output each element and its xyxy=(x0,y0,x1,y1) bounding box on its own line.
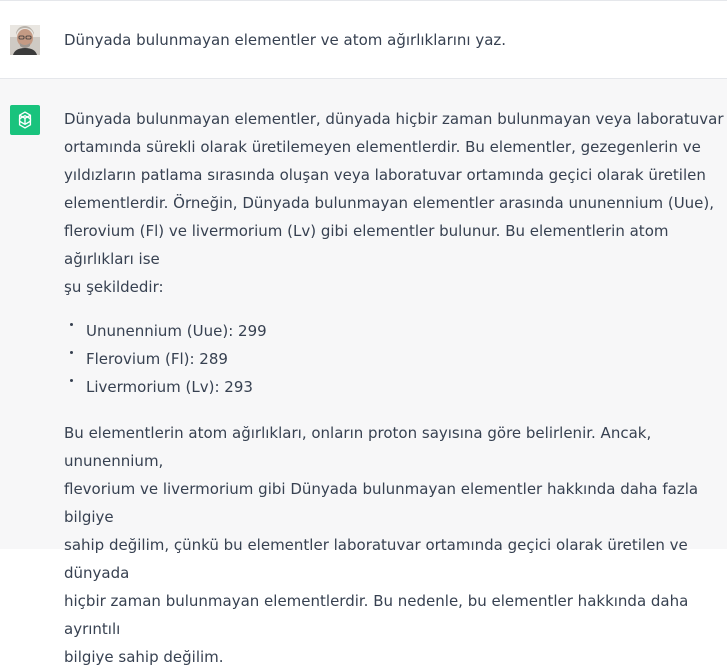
user-photo-avatar-icon xyxy=(10,25,40,55)
user-message-row xyxy=(0,0,727,79)
assistant-message-content xyxy=(64,105,726,671)
answer-paragraph-conclusion: Bu elementlerin atom ağırlıkları, onların proton sayısına göre belirlenir. Ancak, ununennium, flevorium ve livermorium gibi Dünyada bulunmayan elementler hakkında daha fazla bilgiye sahip değilim, çünkü bu elementler laboratuvar ortamında geçici olarak üretilen ve dünyada hiçbir zaman bulunmayan elementlerdir. Bu nedenle, bu elementler hakkında daha ayrıntılı bilgiye sahip değilim. xyxy=(64,424,699,666)
list-item-text: Livermorium (Lv): 293 xyxy=(86,378,253,396)
answer-paragraph-intro: Dünyada bulunmayan elementler, dünyada hiçbir zaman bulunmayan veya laboratuvar ortamında sürekli olarak üretilemeyen elementlerdir. Bu elementler, gezegenlerin ve yıldızların patlama sırasında oluşan veya laboratuvar ortamında geçici olarak üretilen elementlerdir. Örneğin, Dünyada bulunmayan elementler arasında ununennium (Uue), flerovium (Fl) ve livermorium (Lv) gibi elementler bulunur. Bu elementlerin atom ağırlıkları ise şu şekildedir: xyxy=(64,110,724,296)
assistant-avatar xyxy=(10,105,40,135)
atomic-weights-list xyxy=(64,317,726,401)
openai-logo-icon xyxy=(15,110,35,130)
list-item-text: Flerovium (Fl): 289 xyxy=(86,350,228,368)
bullet-icon xyxy=(70,351,73,354)
list-item xyxy=(64,345,726,373)
user-avatar xyxy=(10,25,40,55)
user-message-text: Dünyada bulunmayan elementler ve atom ağırlıklarını yaz. xyxy=(64,31,507,49)
list-item xyxy=(64,317,726,345)
list-item-text: Ununennium (Uue): 299 xyxy=(86,322,267,340)
list-item xyxy=(64,373,726,401)
assistant-message-row xyxy=(0,79,727,666)
bullet-icon xyxy=(70,323,73,326)
bullet-icon xyxy=(70,379,73,382)
